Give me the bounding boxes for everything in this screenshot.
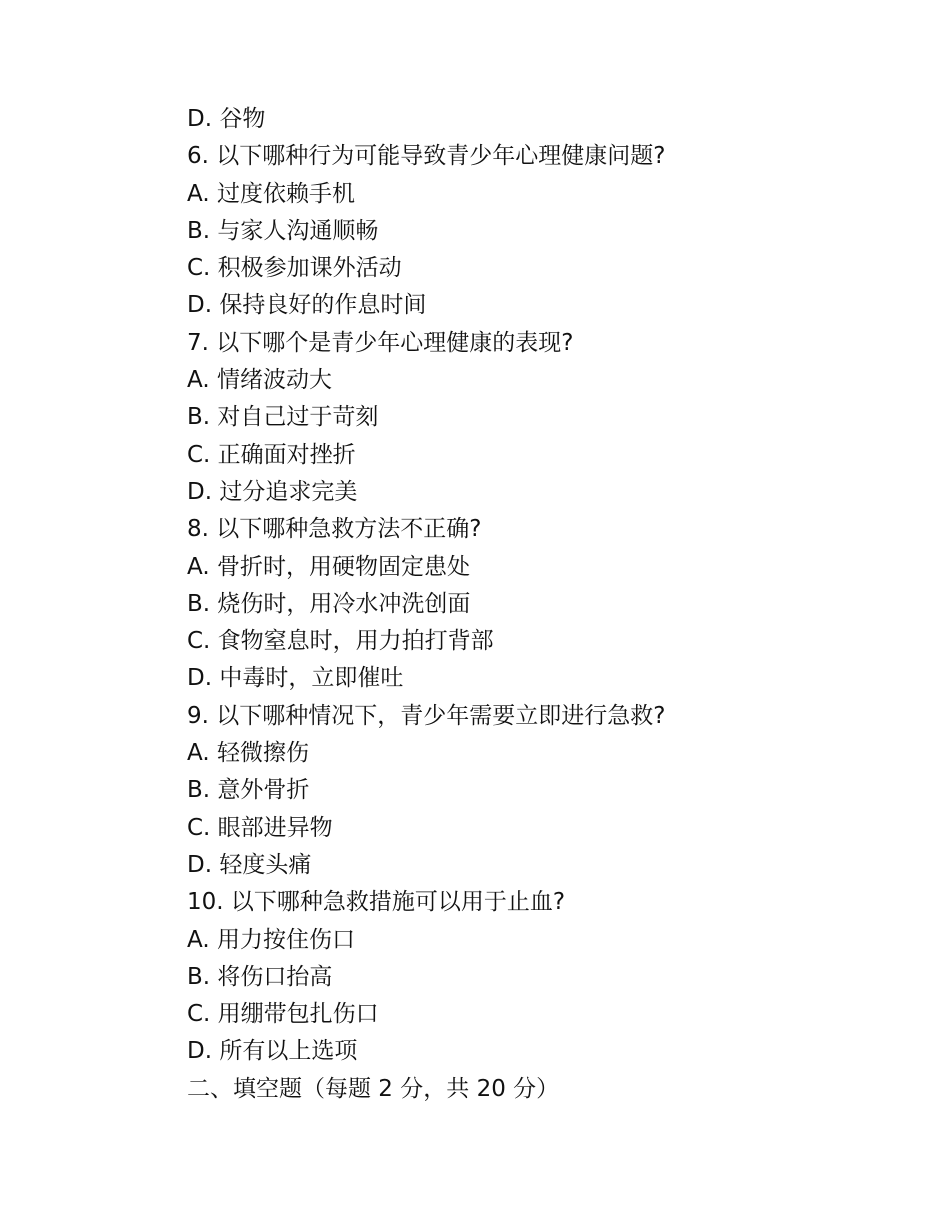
option-line: A. 骨折时，用硬物固定患处 <box>187 553 470 580</box>
question-line: 9. 以下哪种情况下，青少年需要立即进行急救? <box>187 702 666 729</box>
option-line: C. 积极参加课外活动 <box>187 255 402 282</box>
document-body <box>187 101 887 1108</box>
question-line: 7. 以下哪个是青少年心理健康的表现? <box>187 329 574 356</box>
option-line: B. 对自己过于苛刻 <box>187 404 379 431</box>
option-line: B. 将伤口抬高 <box>187 963 333 990</box>
option-line: C. 正确面对挫折 <box>187 441 356 468</box>
option-line: D. 保持良好的作息时间 <box>187 292 427 319</box>
section-heading: 二、填空题（每题 2 分，共 20 分） <box>187 1075 560 1102</box>
option-line: D. 过分追求完美 <box>187 478 358 505</box>
option-line: C. 食物窒息时，用力拍打背部 <box>187 628 494 655</box>
option-line: C. 眼部进异物 <box>187 814 333 841</box>
option-line: B. 与家人沟通顺畅 <box>187 217 379 244</box>
option-line: A. 用力按住伤口 <box>187 926 355 953</box>
option-line: A. 情绪波动大 <box>187 367 332 394</box>
option-line: D. 中毒时，立即催吐 <box>187 665 404 692</box>
question-line: 6. 以下哪种行为可能导致青少年心理健康问题? <box>187 143 666 170</box>
option-line: C. 用绷带包扎伤口 <box>187 1001 379 1028</box>
option-line: A. 过度依赖手机 <box>187 180 355 207</box>
question-line: 10. 以下哪种急救措施可以用于止血? <box>187 889 566 916</box>
question-line: 8. 以下哪种急救方法不正确? <box>187 516 482 543</box>
option-line: B. 烧伤时，用冷水冲洗创面 <box>187 590 471 617</box>
option-line: D. 所有以上选项 <box>187 1038 358 1065</box>
option-line: D. 谷物 <box>187 106 266 132</box>
option-line: A. 轻微擦伤 <box>187 740 309 767</box>
option-line: D. 轻度头痛 <box>187 851 312 878</box>
option-line: B. 意外骨折 <box>187 777 310 804</box>
